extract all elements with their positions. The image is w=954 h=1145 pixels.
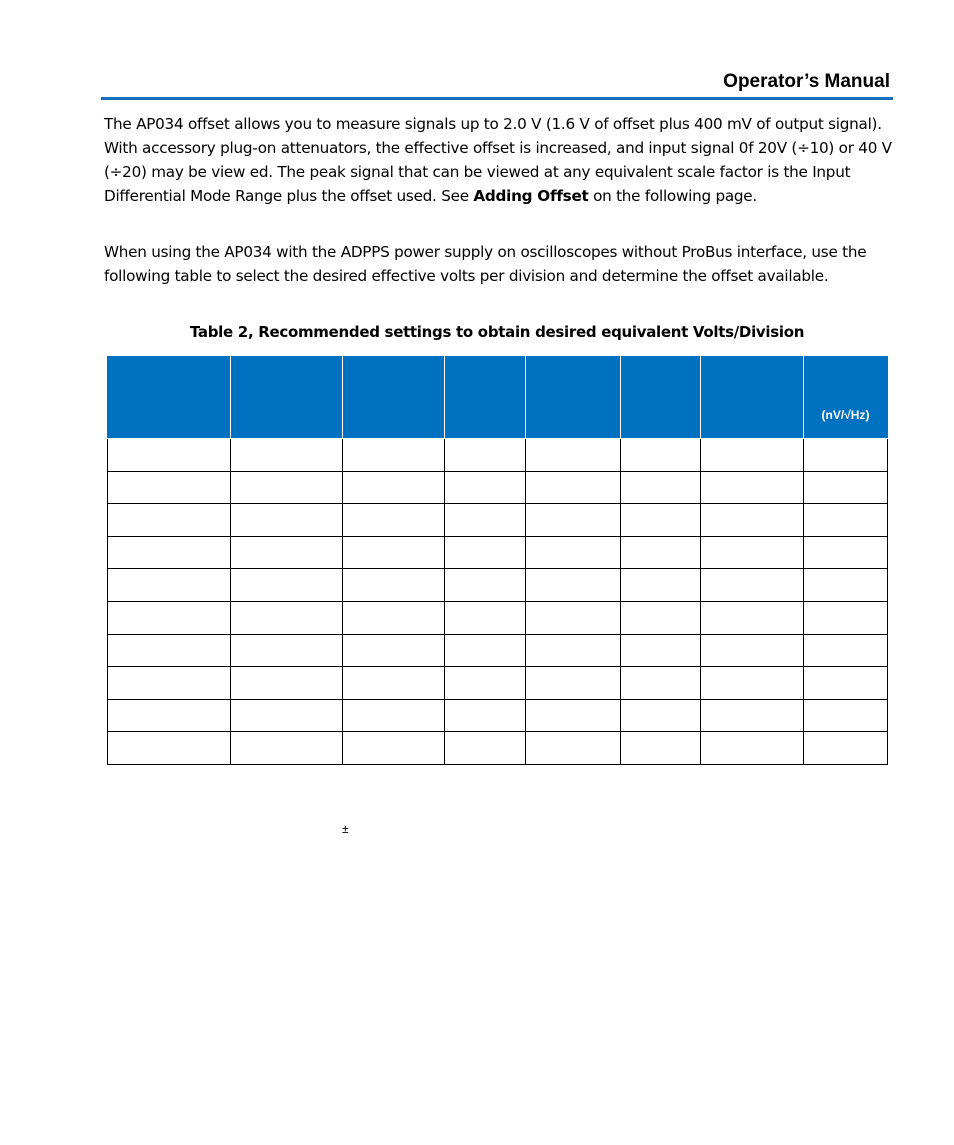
table-cell [231, 634, 343, 667]
table-header-cell [343, 357, 445, 439]
table-cell [526, 732, 621, 765]
table-cell [343, 471, 445, 504]
table-cell [526, 601, 621, 634]
table-cell [701, 471, 804, 504]
adding-offset-reference: Adding Offset [473, 187, 589, 205]
table-cell [701, 536, 804, 569]
table-header-cell [701, 357, 804, 439]
table-cell [526, 471, 621, 504]
table-cell [343, 601, 445, 634]
page-header-title: Operator’s Manual [723, 71, 890, 92]
table-cell [343, 569, 445, 602]
table-cell [701, 699, 804, 732]
table-cell [621, 699, 701, 732]
table-cell [108, 699, 231, 732]
table-cell [445, 699, 526, 732]
table-cell [108, 667, 231, 700]
table-cell [701, 504, 804, 537]
table-cell [526, 504, 621, 537]
table-cell [343, 732, 445, 765]
table-cell [526, 569, 621, 602]
table-cell [701, 569, 804, 602]
table-cell [621, 471, 701, 504]
table-cell [231, 732, 343, 765]
paragraph-text: The AP034 offset allows you to measure signals up to 2.0 V (1.6 V of offset plus 400 mV of output signal). With accessory plug-on attenuators, the effective offset is increased, and input signal 0f 20V (÷10) or 40 V (÷20) may be view ed. The peak signal that can be viewed at any equivalent scale factor is the Input Differential Mode Range plus the offset used. See [104, 115, 892, 205]
table-cell [621, 504, 701, 537]
table-cell [526, 699, 621, 732]
table-cell [804, 504, 888, 537]
table-header-cell [108, 357, 231, 439]
table-cell [445, 569, 526, 602]
table-row [108, 667, 888, 700]
table-cell [526, 667, 621, 700]
table-cell [621, 667, 701, 700]
table-cell [108, 601, 231, 634]
table-row [108, 471, 888, 504]
table-cell [701, 667, 804, 700]
table-cell [701, 732, 804, 765]
table-header-cell [445, 357, 526, 439]
settings-table [107, 356, 888, 765]
table-cell [701, 634, 804, 667]
table-cell [701, 601, 804, 634]
table-cell [621, 732, 701, 765]
table-cell [231, 569, 343, 602]
table-cell [343, 667, 445, 700]
table-cell [231, 439, 343, 472]
table-cell [445, 667, 526, 700]
table-row [108, 504, 888, 537]
table-caption: Table 2, Recommended settings to obtain desired equivalent Volts/Division [189, 323, 805, 341]
table-cell [108, 439, 231, 472]
table-cell [231, 667, 343, 700]
table-cell [108, 536, 231, 569]
table-cell [343, 439, 445, 472]
table-cell [526, 439, 621, 472]
table-cell [804, 634, 888, 667]
table-row [108, 601, 888, 634]
table-cell [621, 601, 701, 634]
table-cell [621, 439, 701, 472]
table-cell [343, 699, 445, 732]
table-cell [445, 536, 526, 569]
table-cell [804, 699, 888, 732]
table-cell [108, 634, 231, 667]
table-row [108, 569, 888, 602]
table-cell [231, 536, 343, 569]
table-header-row [108, 357, 888, 439]
table-cell [343, 536, 445, 569]
table-cell [343, 634, 445, 667]
table-row [108, 439, 888, 472]
table-cell [804, 732, 888, 765]
table-cell [231, 504, 343, 537]
table-row [108, 699, 888, 732]
table-cell [231, 471, 343, 504]
table-cell [804, 536, 888, 569]
table-cell [526, 536, 621, 569]
table-cell [445, 732, 526, 765]
table-row [108, 536, 888, 569]
table-row [108, 634, 888, 667]
table-header-cell [231, 357, 343, 439]
table-cell [445, 471, 526, 504]
paragraph-text: on the following page. [588, 187, 757, 205]
table-cell [445, 439, 526, 472]
table-cell [804, 667, 888, 700]
table-cell [621, 634, 701, 667]
table-cell [804, 439, 888, 472]
header-rule [101, 97, 893, 100]
table-cell [621, 569, 701, 602]
table-cell [804, 601, 888, 634]
paragraph-table-usage: When using the AP034 with the ADPPS power supply on oscilloscopes without ProBus interface, use the following table to select the desired effective volts per division and determine the offset available. [104, 243, 867, 285]
table-body [108, 439, 888, 765]
table-cell [231, 699, 343, 732]
paragraph-offset-description [104, 112, 894, 208]
table-header-cell [621, 357, 701, 439]
table-cell [804, 471, 888, 504]
table-cell [804, 569, 888, 602]
table-cell [526, 634, 621, 667]
table-cell [621, 536, 701, 569]
table-cell [231, 601, 343, 634]
table-cell [701, 439, 804, 472]
table-header-cell [526, 357, 621, 439]
table-cell [108, 732, 231, 765]
plus-minus-symbol: ± [342, 822, 349, 836]
table-cell [108, 471, 231, 504]
table-cell [445, 504, 526, 537]
table-cell [445, 601, 526, 634]
table-cell [108, 569, 231, 602]
table-cell [108, 504, 231, 537]
table-cell [343, 504, 445, 537]
table-header-cell: (nV/√Hz) [804, 357, 888, 439]
table-cell [445, 634, 526, 667]
table-row [108, 732, 888, 765]
